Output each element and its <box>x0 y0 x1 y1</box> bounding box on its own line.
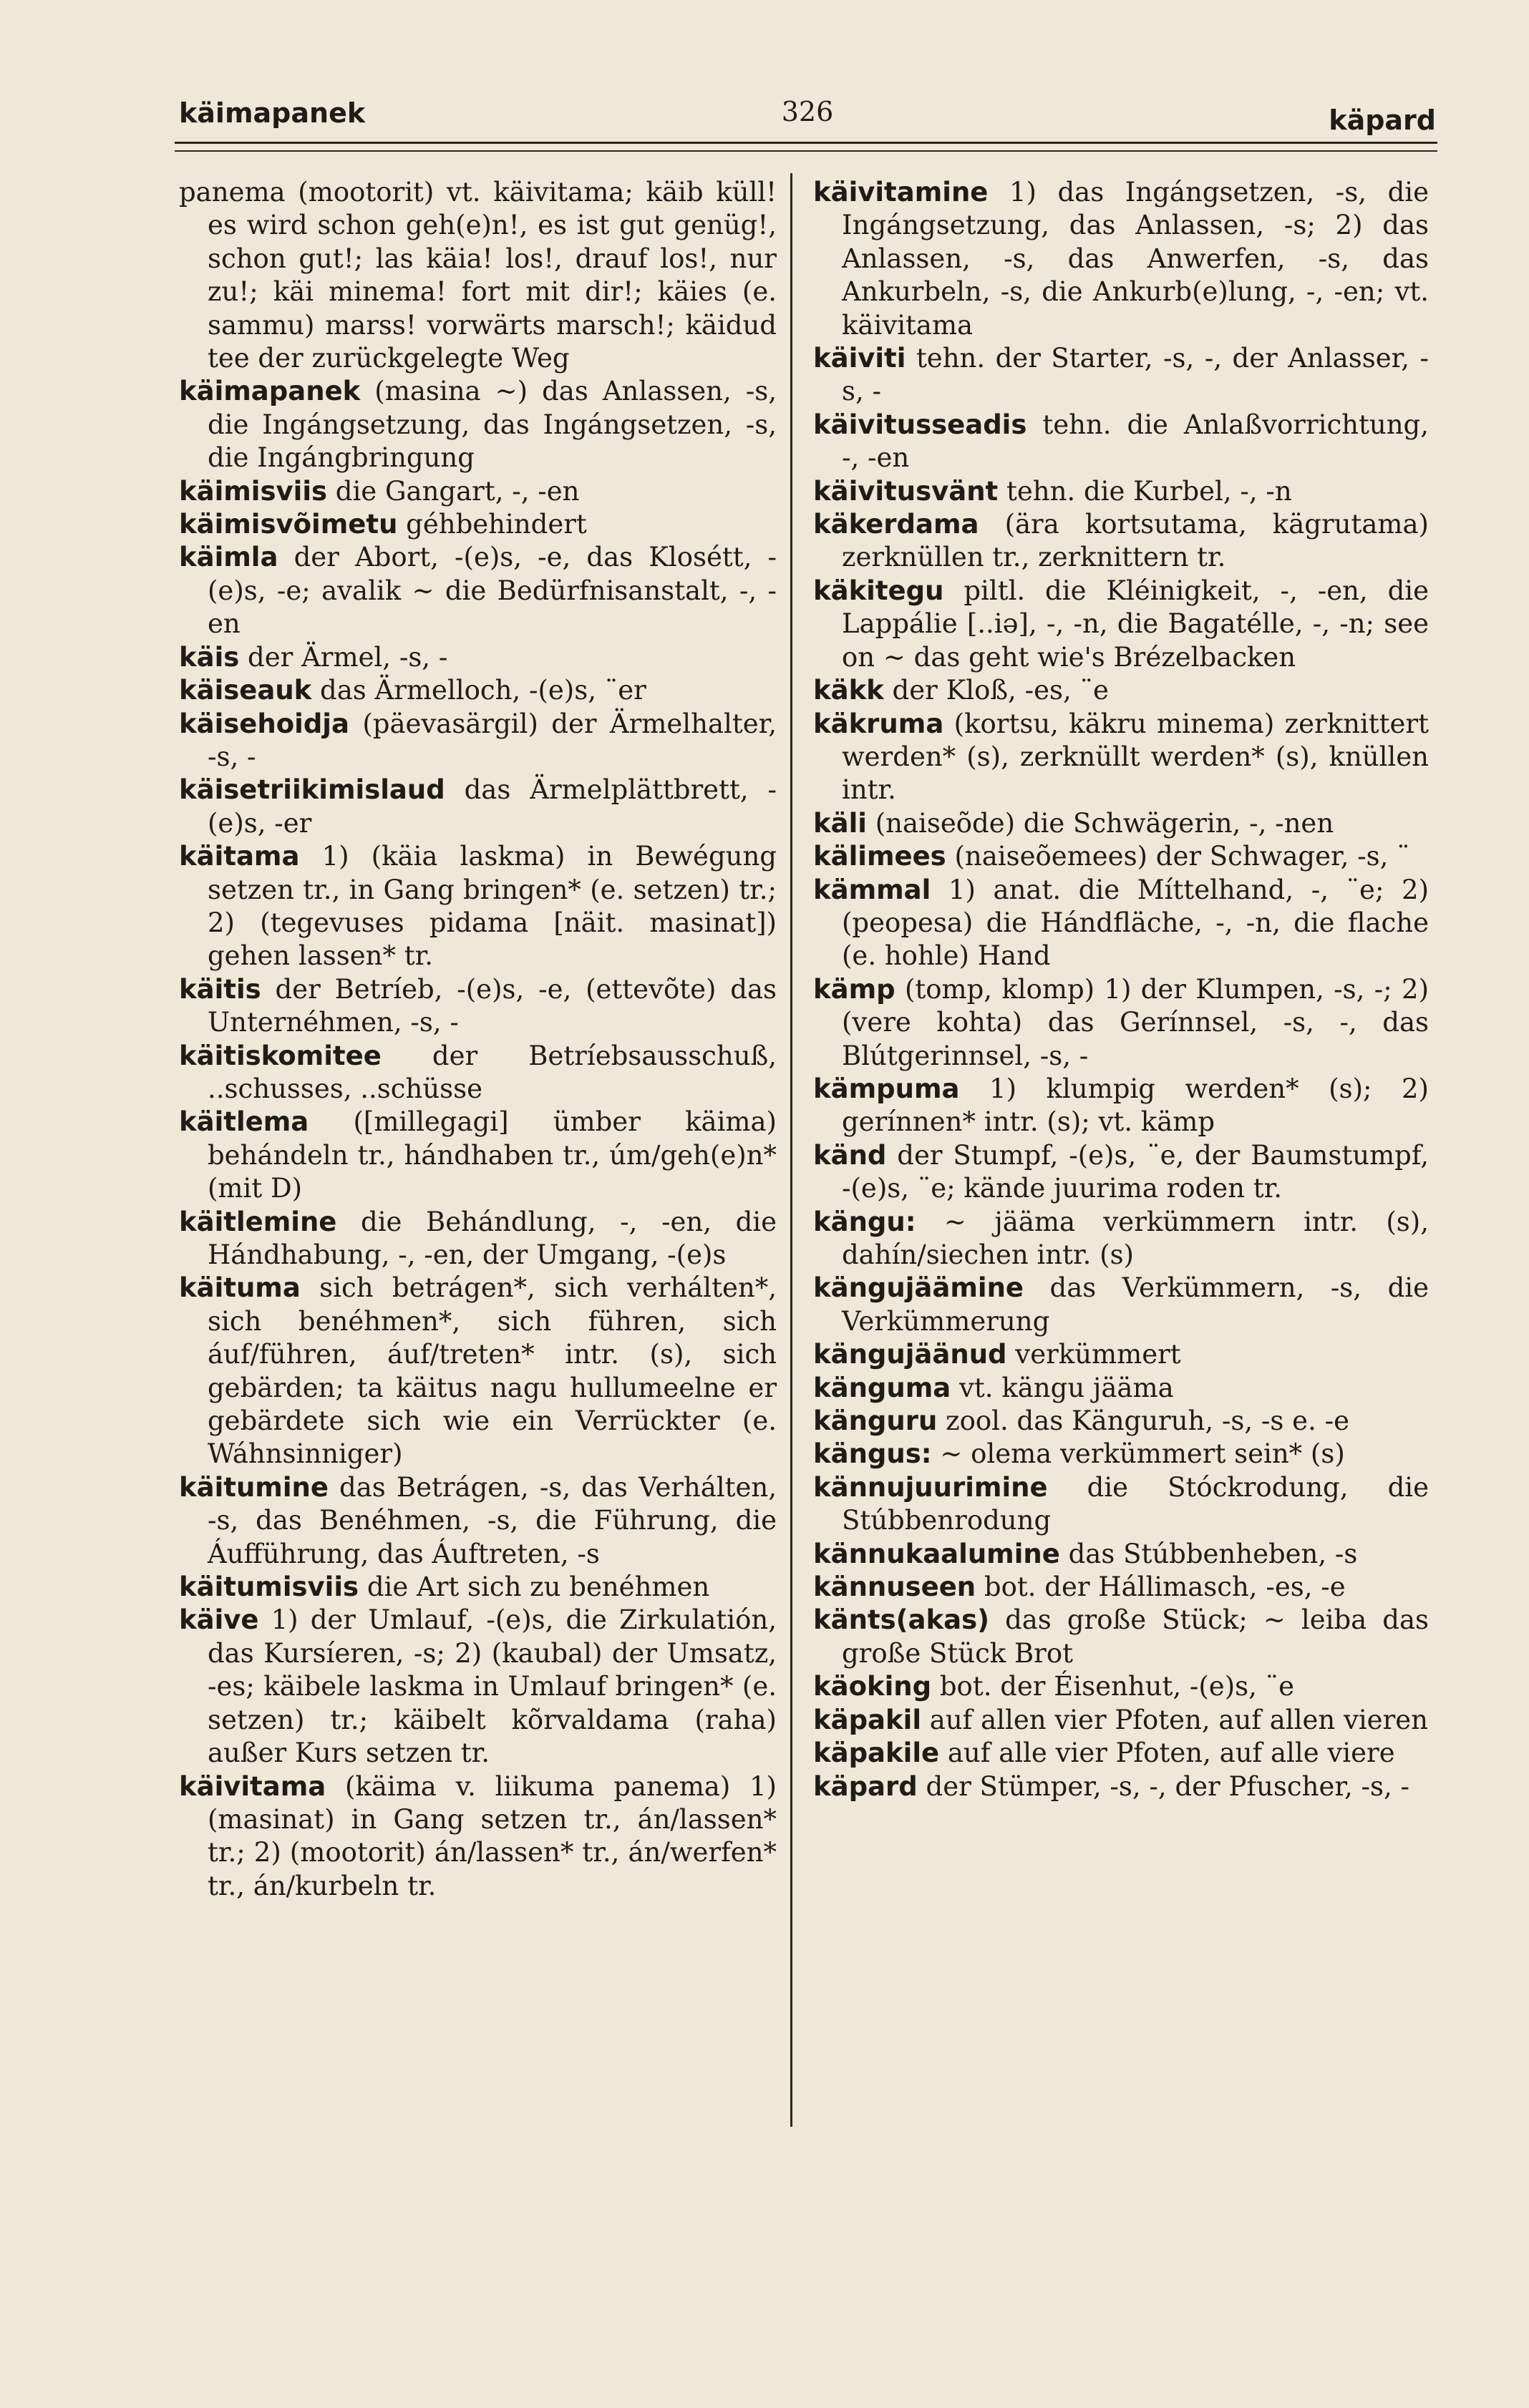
dictionary-entry <box>813 1438 1429 1471</box>
dictionary-entry <box>813 1670 1429 1703</box>
entry-headword: käitlemine <box>179 1206 337 1237</box>
header-rule-bottom <box>175 150 1437 152</box>
entry-headword: käpakile <box>813 1737 940 1769</box>
entry-headword: kängujäämine <box>813 1272 1024 1304</box>
entry-definition: 1) (käia laskma) in Bewégung setzen tr., in Gang bringen* (e. setzen) tr.; 2) (tegevuses pidama [näit. masinat]) gehen lassen* tr. <box>208 841 777 972</box>
entry-definition: piltl. die Kléinigkeit, -, -en, die Lappálie [..iə], -, -n, die Bagatélle, -, -n; see on ~ das geht wie's Brézelbacken <box>842 575 1429 673</box>
dictionary-entry <box>813 1604 1429 1670</box>
dictionary-entry <box>813 1770 1429 1803</box>
entry-headword: käitumine <box>179 1471 329 1503</box>
dictionary-entry <box>813 674 1429 707</box>
dictionary-entry <box>179 508 777 541</box>
dictionary-entry <box>813 475 1429 508</box>
entry-definition: panema (mootorit) vt. käivitama; käib küll! es wird schon geh(e)n!, es ist gut genüg!, schon gut!; las käia! los!, drauf los!, nur zu!; käi minema! fort mit dir!; käies (e. sammu) marss! vorwärts marsch!; käidud tee der zurückgelegte Weg <box>179 177 777 374</box>
entry-headword: käiviti <box>813 343 906 374</box>
entry-definition: verkümmert <box>1006 1339 1181 1370</box>
entry-headword: kängu: <box>813 1206 916 1237</box>
entry-definition: (masina ~) das Anlassen, -s, die Ingángsetzung, das Ingángsetzen, -s, die Ingángbringung <box>208 376 777 474</box>
dictionary-entry <box>813 1206 1429 1272</box>
entry-definition: (ära kortsutama, kägrutama) zerknüllen tr., zerknittern tr. <box>842 509 1429 573</box>
entry-headword: kängus: <box>813 1438 932 1470</box>
entry-definition: géhbehindert <box>397 509 587 540</box>
entry-definition: der Betríeb, -(e)s, -e, (ettevõte) das Unternéhmen, -s, - <box>208 973 777 1038</box>
dictionary-entry <box>179 708 777 774</box>
entry-definition: (kortsu, käkru minema) zerknittert werden* (s), zerknüllt werden* (s), knüllen intr. <box>842 708 1429 806</box>
dictionary-entry <box>813 1405 1429 1438</box>
entry-definition: das Ärmelplättbrett, -(e)s, -er <box>208 774 777 839</box>
entry-headword: käisetriikimislaud <box>179 774 445 806</box>
entry-definition: vt. kängu jääma <box>951 1372 1174 1403</box>
entry-headword: käimla <box>179 542 278 573</box>
dictionary-entry <box>179 1770 777 1904</box>
entry-definition: tehn. die Kurbel, -, -n <box>998 475 1292 507</box>
dictionary-entry <box>179 840 777 973</box>
entry-definition: auf alle vier Pfoten, auf alle viere <box>939 1737 1395 1769</box>
dictionary-entry <box>813 807 1429 840</box>
entry-definition: der Abort, -(e)s, -e, das Klosétt, -(e)s, -e; avalik ~ die Bedürfnisanstalt, -, -en <box>208 542 777 640</box>
entry-definition: (naiseõde) die Schwägerin, -, -nen <box>866 807 1334 839</box>
entry-definition: ~ jääma verkümmern intr. (s), dahín/siechen intr. (s) <box>842 1206 1429 1270</box>
dictionary-entry <box>813 176 1429 342</box>
dictionary-entry <box>179 1471 777 1571</box>
dictionary-entry <box>813 342 1429 409</box>
entry-headword: käitiskomitee <box>179 1040 382 1071</box>
entry-headword: kängujäänud <box>813 1339 1007 1370</box>
dictionary-entry <box>813 1139 1429 1206</box>
entry-definition: der Betríebsausschuß, ..schusses, ..schüsse <box>208 1040 777 1104</box>
entry-headword: käitis <box>179 973 261 1005</box>
entry-definition: 1) der Umlauf, -(e)s, die Zirkulatión, das Kursíeren, -s; 2) (kaubal) der Umsatz, -es; käibele laskma in Umlauf bringen* (e. setzen) tr.; käibelt kõrvaldama (raha) außer Kurs setzen tr. <box>208 1604 777 1769</box>
dictionary-entry <box>179 375 777 474</box>
entry-definition: der Kloß, -es, ¨e <box>883 675 1109 706</box>
dictionary-entry <box>179 774 777 840</box>
dictionary-entry <box>813 409 1429 475</box>
entry-headword: käitlema <box>179 1106 309 1138</box>
dictionary-entry <box>813 1338 1429 1371</box>
entry-definition: 1) klumpig werden* (s); 2) gerínnen* intr. (s); vt. kämp <box>842 1073 1429 1138</box>
dictionary-entry <box>813 1737 1429 1770</box>
entry-headword: käkruma <box>813 708 944 739</box>
entry-definition: die Stóckrodung, die Stúbbenrodung <box>842 1471 1429 1536</box>
dictionary-entry <box>179 1604 777 1770</box>
entry-headword: kännujuurimine <box>813 1471 1048 1503</box>
entry-definition: die Art sich zu benéhmen <box>359 1571 710 1603</box>
dictionary-entry <box>813 840 1429 873</box>
entry-definition: die Gangart, -, -en <box>327 475 580 507</box>
entry-headword: kännukaalumine <box>813 1538 1060 1569</box>
dictionary-entry <box>179 1106 777 1205</box>
entry-headword: käivitusseadis <box>813 409 1027 440</box>
entry-headword: kännuseen <box>813 1571 976 1603</box>
entry-definition: sich betrágen*, sich verhálten*, sich benéhmen*, sich führen, sich áuf/führen, áuf/treten* intr. (s), sich gebärden; ta käitus nagu hullumeelne er gebärdete sich wie ein Verrückter (e. Wáhnsinniger) <box>208 1272 777 1470</box>
dictionary-entry <box>179 1206 777 1272</box>
entry-headword: känd <box>813 1139 887 1171</box>
entry-definition: das Stúbbenheben, -s <box>1059 1538 1358 1569</box>
entry-definition: bot. der Hállimasch, -es, -e <box>976 1571 1346 1603</box>
entry-definition: das Verkümmern, -s, die Verkümmerung <box>842 1272 1429 1337</box>
dictionary-entry <box>179 1571 777 1604</box>
dictionary-entry <box>813 1471 1429 1538</box>
entry-headword: käimisviis <box>179 475 328 507</box>
dictionary-entry <box>813 1372 1429 1405</box>
entry-definition: der Stümper, -s, -, der Pfuscher, -s, - <box>917 1770 1409 1802</box>
dictionary-entry <box>813 708 1429 807</box>
entry-headword: käivitamine <box>813 177 989 208</box>
entry-definition: tehn. der Starter, -s, -, der Anlasser, -s, - <box>842 343 1429 407</box>
entry-definition: bot. der Éisenhut, -(e)s, ¨e <box>931 1671 1295 1702</box>
entry-headword: käitumisviis <box>179 1571 359 1603</box>
entry-definition: auf allen vier Pfoten, auf allen vieren <box>921 1704 1428 1735</box>
entry-definition: der Ärmel, -s, - <box>239 641 448 673</box>
entry-headword: käivitusvänt <box>813 475 999 507</box>
entry-definition: das Betrágen, -s, das Verhálten, -s, das Benéhmen, -s, die Führung, die Áufführung, das Áuftreten, -s <box>208 1471 777 1569</box>
entry-headword: kämmal <box>813 874 931 905</box>
entry-definition: das Ärmelloch, -(e)s, ¨er <box>311 675 646 706</box>
dictionary-entry <box>813 1272 1429 1338</box>
entry-headword: käkitegu <box>813 575 944 606</box>
entry-headword: käiseauk <box>179 675 312 706</box>
header-last-headword: käpard <box>1329 104 1436 136</box>
entry-headword: kämpuma <box>813 1073 960 1104</box>
entry-headword: käituma <box>179 1272 301 1304</box>
dictionary-entry <box>813 1704 1429 1737</box>
entry-definition: (päevasärgil) der Ärmelhalter, -s, - <box>208 708 777 772</box>
entry-headword: känguma <box>813 1372 951 1403</box>
header-rule-top <box>175 142 1437 144</box>
entry-definition: ([millegagi] ümber käima) behándeln tr., hándhaben tr., úm/geh(e)n* (mit D) <box>208 1106 777 1204</box>
dictionary-entry <box>813 575 1429 674</box>
dictionary-entry <box>813 1073 1429 1139</box>
entry-definition: die Behándlung, -, -en, die Hándhabung, -, -en, der Umgang, -(e)s <box>208 1206 777 1270</box>
dictionary-entry <box>179 641 777 674</box>
dictionary-entry <box>179 475 777 508</box>
entry-headword: käive <box>179 1604 259 1636</box>
dictionary-entry <box>179 176 777 375</box>
entry-definition: (käima v. liikuma panema) 1) (masinat) in Gang setzen tr., án/lassen* tr.; 2) (mootorit) án/lassen* tr., án/werfen* tr., án/kurbeln tr. <box>208 1770 777 1901</box>
entry-headword: käoking <box>813 1671 932 1702</box>
dictionary-entry <box>179 1272 777 1471</box>
dictionary-entry <box>813 874 1429 973</box>
entry-headword: kämp <box>813 973 895 1005</box>
entry-headword: käkk <box>813 675 884 706</box>
entry-headword: käimisvõimetu <box>179 509 398 540</box>
entry-headword: käivitama <box>179 1770 326 1802</box>
entry-headword: käpakil <box>813 1704 921 1735</box>
dictionary-entry <box>179 674 777 707</box>
entry-definition: der Stumpf, -(e)s, ¨e, der Baumstumpf, -(e)s, ¨e; kände juurima roden tr. <box>842 1139 1429 1204</box>
dictionary-entry <box>813 1538 1429 1571</box>
dictionary-entry <box>813 1571 1429 1604</box>
entry-definition: 1) das Ingángsetzen, -s, die Ingángsetzung, das Anlassen, -s; 2) das Anlassen, -s, das Anwerfen, -s, das Ankurbeln, -s, die Ankurb(e)lung, -, -en; vt. käivitama <box>842 177 1429 341</box>
column-divider <box>790 173 792 2127</box>
page-header <box>179 84 1436 142</box>
entry-definition: (naiseõemees) der Schwager, -s, ¨ <box>946 841 1410 872</box>
right-column <box>813 176 1429 1803</box>
dictionary-entry <box>813 508 1429 575</box>
dictionary-entry <box>179 973 777 1040</box>
page-number: 326 <box>781 96 834 127</box>
entry-definition: 1) anat. die Míttelhand, -, ¨e; 2) (peopesa) die Hándfläche, -, -n, die flache (e. hohle) Hand <box>842 874 1429 972</box>
entry-headword: käimapanek <box>179 376 361 407</box>
entry-headword: kälimees <box>813 841 946 872</box>
header-first-headword: käimapanek <box>179 97 366 129</box>
left-column <box>179 176 777 1903</box>
entry-headword: käkerdama <box>813 509 979 540</box>
dictionary-entry <box>179 1040 777 1106</box>
entry-headword: känts(akas) <box>813 1604 990 1636</box>
entry-headword: käisehoidja <box>179 708 349 739</box>
entry-headword: känguru <box>813 1405 938 1437</box>
dictionary-entry <box>179 541 777 640</box>
entry-headword: käpard <box>813 1770 918 1802</box>
entry-definition: ~ olema verkümmert sein* (s) <box>931 1438 1345 1470</box>
entry-headword: käli <box>813 807 867 839</box>
entry-headword: käitama <box>179 841 300 872</box>
entry-definition: (tomp, klomp) 1) der Klumpen, -s, -; 2) (vere kohta) das Gerínnsel, -s, -, das Blútgerinnsel, -s, - <box>842 973 1429 1071</box>
entry-definition: tehn. die Anlaßvorrichtung, -, -en <box>842 409 1429 474</box>
entry-definition: zool. das Känguruh, -s, -s e. -e <box>937 1405 1349 1437</box>
entry-definition: das große Stück; ~ leiba das große Stück Brot <box>842 1604 1429 1669</box>
entry-headword: käis <box>179 641 240 673</box>
dictionary-entry <box>813 973 1429 1073</box>
